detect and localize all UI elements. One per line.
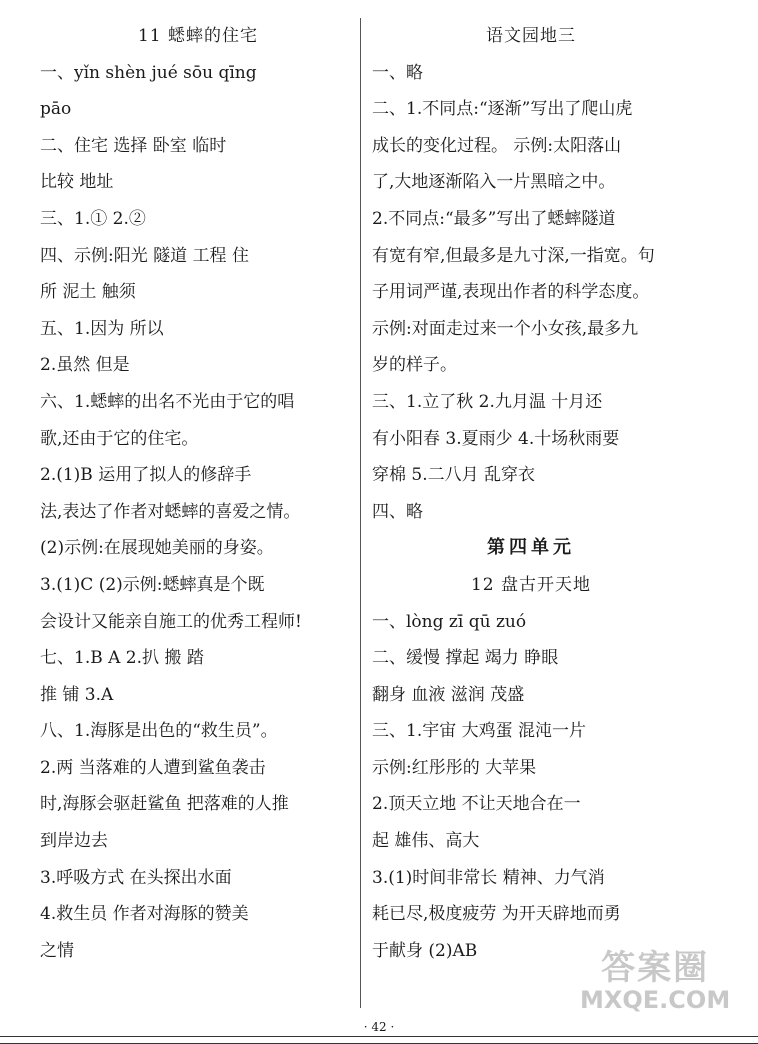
answer-line: 推 铺 3.A — [40, 684, 114, 705]
answer-line: 六、1.蟋蟀的出名不光由于它的唱 — [40, 391, 295, 412]
answer-line: 三、1.立了秋 2.九月温 十月还 — [372, 391, 603, 412]
answer-line: 2.两 当落难的人遭到鲨鱼袭击 — [40, 757, 266, 778]
lesson-title-11: 11 蟋蟀的住宅 — [137, 26, 259, 46]
answer-line: 所 泥土 触须 — [40, 282, 136, 303]
answer-line: 法,表达了作者对蟋蟀的喜爱之情。 — [40, 501, 301, 522]
answer-line: 八、1.海豚是出色的“救生员”。 — [40, 721, 278, 742]
answer-line: 3.(1)C (2)示例:蟋蟀真是个既 — [40, 574, 265, 595]
answer-line: 二、住宅 选择 卧室 临时 — [40, 135, 227, 156]
answer-line: 2.(1)B 运用了拟人的修辞手 — [40, 465, 252, 486]
answer-line: 歌,还由于它的住宅。 — [40, 428, 199, 449]
section-title-yuwen-yuandi: 语文园地三 — [486, 26, 576, 46]
bottom-rule — [0, 1036, 758, 1044]
answer-line: 四、略 — [372, 501, 423, 522]
answer-line: 比较 地址 — [40, 172, 114, 193]
left-column — [40, 18, 356, 969]
answer-line: 示例:对面走过来一个小女孩,最多九 — [372, 318, 639, 339]
answer-line: pāo — [40, 99, 72, 120]
answer-line: 示例:红彤彤的 大苹果 — [372, 757, 537, 778]
answer-line: 2.顶天立地 不让天地合在一 — [372, 794, 581, 815]
answer-line: 五、1.因为 所以 — [40, 318, 164, 339]
answer-line: 岁的样子。 — [372, 355, 457, 376]
answer-line: 二、缓慢 撑起 竭力 睁眼 — [372, 648, 559, 669]
answer-line: 三、1.① 2.② — [40, 208, 146, 229]
answer-line: 成长的变化过程。 示例:太阳落山 — [372, 135, 622, 156]
answer-line: 一、yǐn shèn jué sōu qīng — [40, 62, 257, 83]
answer-line: 时,海豚会驱赶鲨鱼 把落难的人推 — [40, 794, 289, 815]
answer-line: 七、1.B A 2.扒 搬 踏 — [40, 648, 204, 669]
answer-line: 有宽有窄,但最多是九寸深,一指宽。句 — [372, 245, 655, 266]
answer-line: 起 雄伟、高大 — [372, 831, 480, 852]
answer-line: 四、示例:阳光 隧道 工程 住 — [40, 245, 249, 266]
right-answer-lines-a — [372, 55, 690, 531]
left-answer-lines — [40, 55, 356, 970]
answer-line: 穿棉 5.二八月 乱穿衣 — [372, 465, 536, 486]
column-divider — [360, 18, 361, 1008]
watermark-cn: 答案圈 — [601, 948, 710, 988]
answer-line: 4.救生员 作者对海豚的赞美 — [40, 904, 249, 925]
answer-line: 一、lòng zī qū zuó — [372, 611, 527, 632]
answer-line: 一、略 — [372, 62, 423, 83]
page-number: · 42 · — [363, 1020, 395, 1034]
answer-line: 有小阳春 3.夏雨少 4.十场秋雨要 — [372, 428, 620, 449]
answer-line: 2.虽然 但是 — [40, 355, 130, 376]
unit-title: 第四单元 — [487, 537, 575, 559]
answer-line: 耗已尽,极度疲劳 为开天辟地而勇 — [372, 904, 621, 925]
answer-line: 会设计又能亲自施工的优秀工程师! — [40, 611, 302, 632]
answer-line: 子用词严谨,表现出作者的科学态度。 — [372, 282, 650, 303]
answer-line: 翻身 血液 滋润 茂盛 — [372, 684, 525, 705]
right-column — [372, 18, 690, 969]
answer-line: 之情 — [40, 940, 74, 961]
answer-line: 3.呼吸方式 在头探出水面 — [40, 867, 232, 888]
right-answer-lines-b — [372, 604, 690, 970]
watermark-en: MXQE.COM — [580, 986, 731, 1015]
answer-line: 二、1.不同点:“逐渐”写出了爬山虎 — [372, 99, 633, 120]
answer-line: 到岸边去 — [40, 831, 108, 852]
answer-line: 三、1.宇宙 大鸡蛋 混沌一片 — [372, 721, 587, 742]
lesson-title-12: 12 盘古开天地 — [470, 574, 592, 595]
watermark-logo — [580, 950, 730, 1014]
answer-line: 2.不同点:“最多”写出了蟋蟀隧道 — [372, 208, 616, 229]
answer-line: 于献身 (2)AB — [372, 940, 478, 961]
answer-line: (2)示例:在展现她美丽的身姿。 — [40, 538, 274, 559]
answer-line: 了,大地逐渐陷入一片黑暗之中。 — [372, 172, 616, 193]
answer-line: 3.(1)时间非常长 精神、力气消 — [372, 867, 605, 888]
